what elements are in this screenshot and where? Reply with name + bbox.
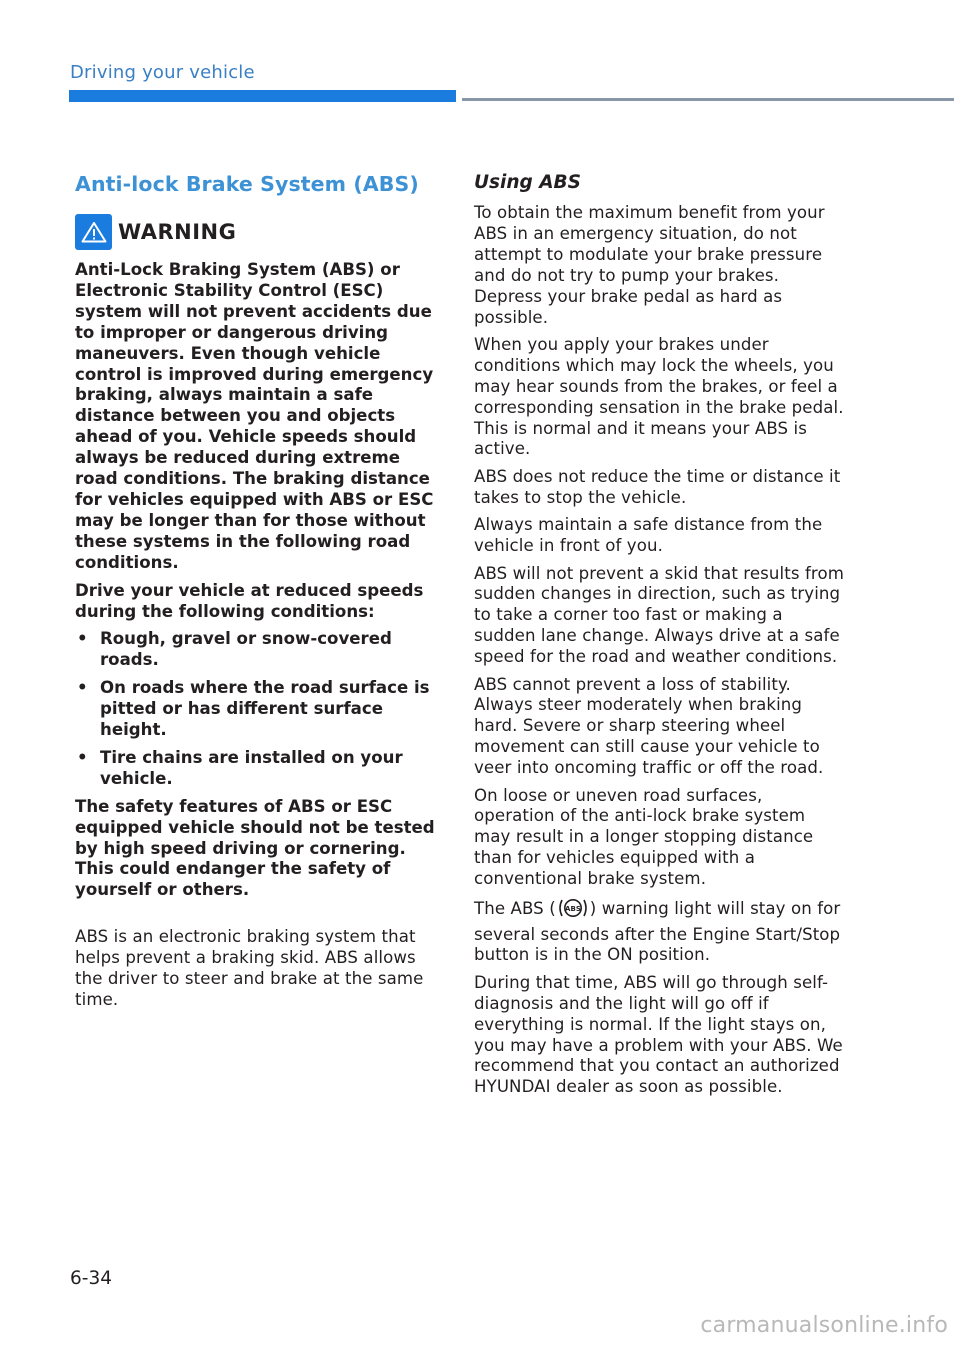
warning-bullet: • Tire chains are installed on your vehicle. <box>75 748 440 790</box>
running-header: Driving your vehicle <box>70 62 255 83</box>
warning-bullet: • On roads where the road surface is pitted or has different surface height. <box>75 678 440 741</box>
header-rule-gray <box>462 98 954 101</box>
warning-box <box>75 260 440 901</box>
warning-triangle-icon <box>75 214 112 250</box>
body-paragraph: Always maintain a safe distance from the vehicle in front of you. <box>474 515 823 556</box>
warning-closing: The safety features of ABS or ESC equipped vehicle should not be tested by high speed driving or cornering. This could endanger the safety of yourself or others. <box>75 796 435 900</box>
left-column <box>75 170 440 1011</box>
abs-light-paragraph <box>474 897 844 967</box>
page-number: 6-34 <box>70 1268 112 1289</box>
subsection-title: Using ABS <box>474 172 581 193</box>
body-paragraph: During that time, ABS will go through self-diagnosis and the light will go off if everything is normal. If the light stays on, you may have a problem with your ABS. We recommend that you contact an authorized HYUNDAI dealer as soon as possible. <box>474 972 843 1097</box>
body-paragraph: On loose or uneven road surfaces, operation of the anti-lock brake system may result in a longer stopping distance than for vehicles equipped with a conventional brake system. <box>474 785 814 889</box>
body-paragraph: ABS does not reduce the time or distance it takes to stop the vehicle. <box>474 466 841 507</box>
body-paragraph: ABS will not prevent a skid that results from sudden changes in direction, such as trying to take a corner too fast or making a sudden lane change. Always drive at a safe speed for the road and weather conditions. <box>474 563 844 667</box>
abs-light-text-after: ) warning light will stay on for several seconds after the Engine Start/Stop button is in the ON position. <box>474 898 841 965</box>
watermark: carmanualsonline.info <box>700 1313 948 1338</box>
header-rule-blue <box>69 90 456 102</box>
abs-description: ABS is an electronic braking system that helps prevent a braking skid. ABS allows the driver to steer and brake at the same time. <box>75 927 424 1009</box>
warning-bullet-list <box>75 629 440 789</box>
warning-heading <box>75 214 440 250</box>
abs-icon-text: ABS <box>564 904 581 913</box>
warning-paragraph: Drive your vehicle at reduced speeds during the following conditions: <box>75 580 424 621</box>
section-title: Anti-lock Brake System (ABS) <box>75 172 419 196</box>
body-paragraph: When you apply your brakes under conditions which may lock the wheels, you may hear sounds from the brakes, or feel a corresponding sensation in the brake pedal. This is normal and it means your ABS is active. <box>474 334 844 459</box>
body-paragraph: ABS cannot prevent a loss of stability. Always steer moderately when braking hard. Severe or sharp steering wheel movement can still cause your vehicle to veer into oncoming traffic or off the road. <box>474 674 824 778</box>
abs-light-text-before: The ABS ( <box>474 898 556 918</box>
warning-bullet: • Rough, gravel or snow-covered roads. <box>75 629 440 671</box>
warning-label: WARNING <box>118 220 237 244</box>
body-paragraph: To obtain the maximum benefit from your ABS in an emergency situation, do not attempt to modulate your brake pressure and do not try to pump your brakes. Depress your brake pedal as hard as possible. <box>474 203 825 327</box>
warning-paragraph: Anti-Lock Braking System (ABS) or Electronic Stability Control (ESC) system will not prevent accidents due to improper or dangerous driving maneuvers. Even though vehicle control is improved during emergency braking, always maintain a safe distance between you and objects ahead of you. Vehicle speeds should always be reduced during extreme road conditions. The braking distance for vehicles equipped with ABS or ESC may be longer than for those without these systems in the following road conditions. <box>75 260 434 572</box>
abs-warning-light-icon <box>557 897 589 925</box>
right-column <box>474 170 844 1098</box>
